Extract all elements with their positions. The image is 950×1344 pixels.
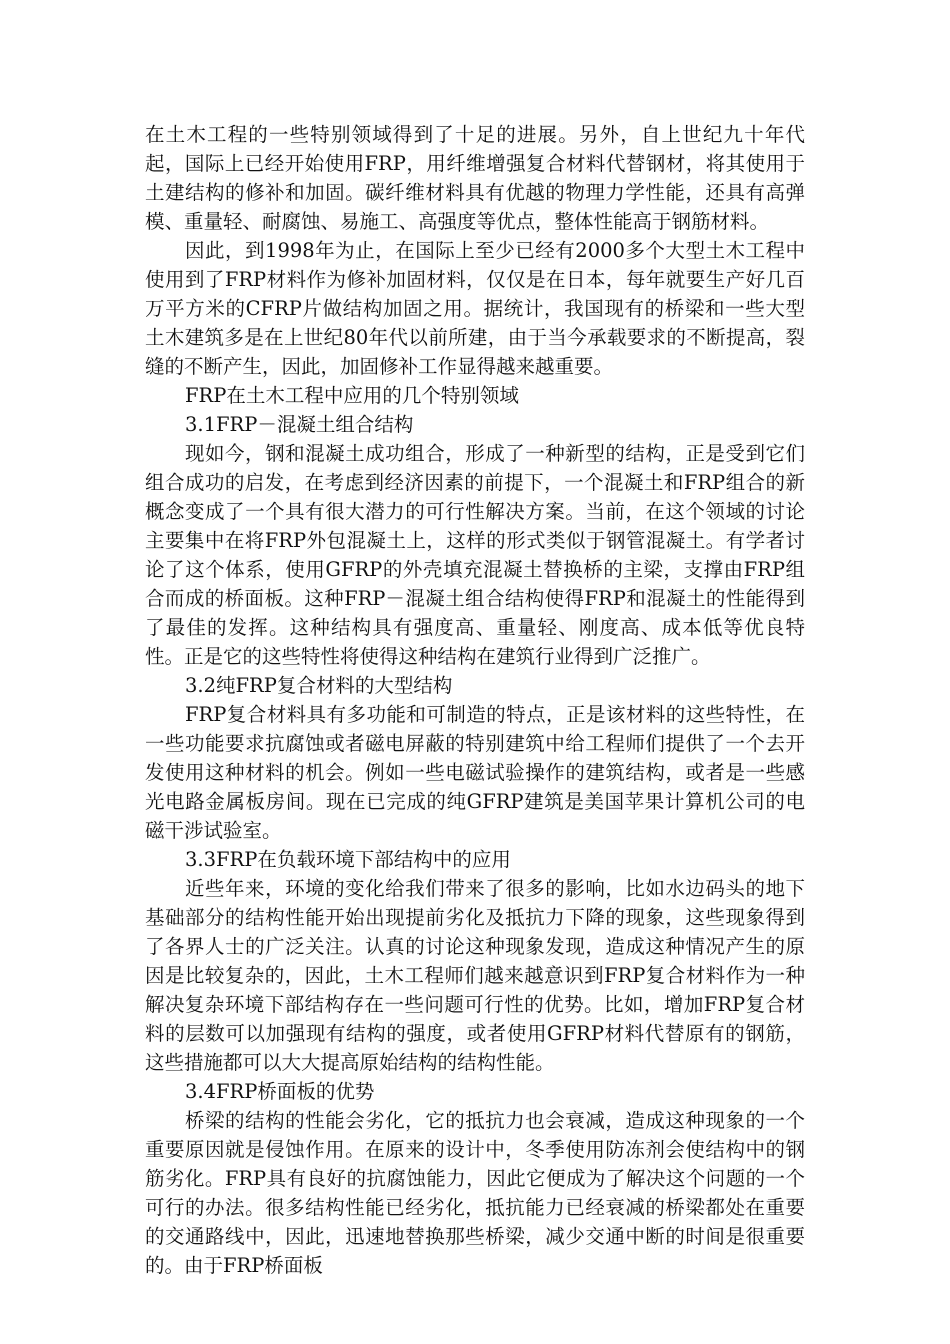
paragraph-3-2: FRP复合材料具有多功能和可制造的特点，正是该材料的这些特性，在一些功能要求抗腐蚀或者磁电屏蔽的特别建筑中给工程师们提供了一个去开发使用这种材料的机会。例如一些电磁试验操作的建筑结构，或者是一些感光电路金属板房间。现在已完成的纯GFRP建筑是美国苹果计算机公司的电磁干涉试验室。	[145, 703, 805, 842]
subsection-heading-3-1: 3.1FRP－混凝土组合结构	[185, 413, 414, 436]
subsection-heading-3-3: 3.3FRP在负载环境下部结构中的应用	[185, 848, 511, 871]
subsection-heading-3-4: 3.4FRP桥面板的优势	[185, 1080, 375, 1103]
paragraph-3-3: 近些年来，环境的变化给我们带来了很多的影响，比如水边码头的地下基础部分的结构性能开始出现提前劣化及抵抗力下降的现象，这些现象得到了各界人士的广泛关注。认真的讨论这种现象发现，造成这种情况产生的原因是比较复杂的，因此，土木工程师们越来越意识到FRP复合材料作为一种解决复杂环境下部结构存在一些问题可行性的优势。比如，增加FRP复合材料的层数可以加强现有结构的强度，或者使用GFRP材料代替原有的钢筋，这些措施都可以大大提高原始结构的结构性能。	[145, 877, 805, 1074]
paragraph-3-4: 桥梁的结构的性能会劣化，它的抵抗力也会衰减，造成这种现象的一个重要原因就是侵蚀作用。在原来的设计中，冬季使用防冻剂会使结构中的钢筋劣化。FRP具有良好的抗腐蚀能力，因此它便成为了解决这个问题的一个可行的办法。很多结构性能已经劣化，抵抗能力已经衰减的桥梁都处在重要的交通路线中，因此，迅速地替换那些桥梁，减少交通中断的时间是很重要的。由于FRP桥面板	[145, 1109, 805, 1277]
paragraph-3-1: 现如今，钢和混凝土成功组合，形成了一种新型的结构，正是受到它们组合成功的启发，在考虑到经济因素的前提下，一个混凝土和FRP组合的新概念变成了一个具有很大潜力的可行性解决方案。当前，在这个领域的讨论主要集中在将FRP外包混凝土上，这样的形式类似于钢管混凝土。有学者讨论了这个体系，使用GFRP的外壳填充混凝土替换桥的主梁，支撑由FRP组合而成的桥面板。这种FRP－混凝土组合结构使得FRP和混凝土的性能得到了最佳的发挥。这种结构具有强度高、重量轻、刚度高、成本低等优良特性。正是它的这些特性将使得这种结构在建筑行业得到广泛推广。	[145, 442, 805, 668]
subsection-heading-3-2: 3.2纯FRP复合材料的大型结构	[185, 674, 453, 697]
paragraph-continuation: 在土木工程的一些特别领域得到了十足的进展。另外，自上世纪九十年代起，国际上已经开始使用FRP，用纤维增强复合材料代替钢材，将其使用于土建结构的修补和加固。碳纤维材料具有优越的物理力学性能，还具有高弹模、重量轻、耐腐蚀、易施工、高强度等优点，整体性能高于钢筋材料。	[145, 123, 805, 233]
document-body	[145, 120, 805, 1280]
paragraph-history: 因此，到1998年为止，在国际上至少已经有2000多个大型土木工程中使用到了FRP材料作为修补加固材料，仅仅是在日本，每年就要生产好几百万平方米的CFRP片做结构加固之用。据统计，我国现有的桥梁和一些大型土木建筑多是在上世纪80年代以前所建，由于当今承载要求的不断提高，裂缝的不断产生，因此，加固修补工作显得越来越重要。	[145, 239, 805, 378]
section-heading: FRP在土木工程中应用的几个特别领域	[185, 384, 519, 407]
